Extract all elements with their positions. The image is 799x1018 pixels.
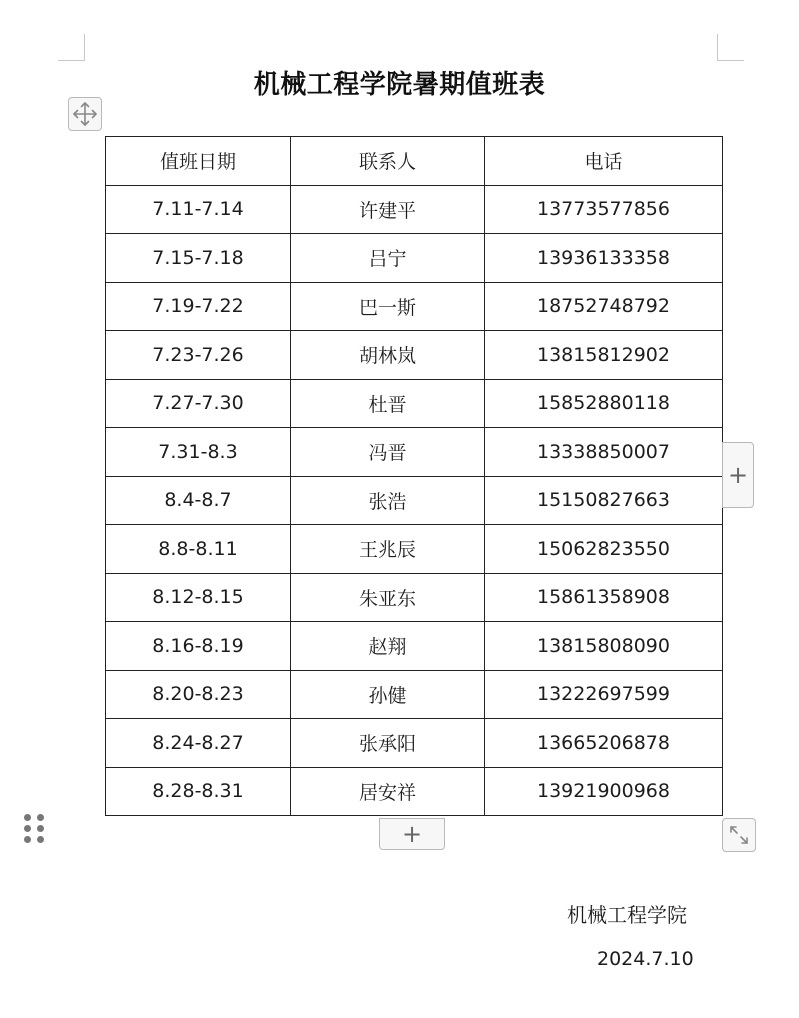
- duty-date-cell[interactable]: 8.4-8.7: [106, 476, 291, 525]
- phone-number-cell[interactable]: 13665206878: [485, 719, 723, 768]
- phone-number-cell[interactable]: 18752748792: [485, 282, 723, 331]
- signature-organization: 机械工程学院: [567, 903, 687, 927]
- contact-name-cell[interactable]: 张浩: [291, 476, 485, 525]
- contact-name-cell[interactable]: 居安祥: [291, 767, 485, 816]
- add-row-button[interactable]: [379, 818, 445, 850]
- duty-date-cell[interactable]: 8.8-8.11: [106, 525, 291, 574]
- table-row: [106, 719, 723, 768]
- phone-number-cell[interactable]: 13936133358: [485, 234, 723, 283]
- table-row: [106, 476, 723, 525]
- table-row: [106, 670, 723, 719]
- duty-date-cell[interactable]: 7.23-7.26: [106, 331, 291, 380]
- phone-number-cell[interactable]: 13815808090: [485, 622, 723, 671]
- table-row: [106, 573, 723, 622]
- contact-name-cell[interactable]: 胡林岚: [291, 331, 485, 380]
- table-row: [106, 525, 723, 574]
- contact-name-cell[interactable]: 吕宁: [291, 234, 485, 283]
- page-corner-mark-top-right: [717, 34, 744, 61]
- duty-date-cell[interactable]: 7.15-7.18: [106, 234, 291, 283]
- table-row: [106, 379, 723, 428]
- duty-date-cell[interactable]: 8.24-8.27: [106, 719, 291, 768]
- table-row: [106, 767, 723, 816]
- plus-icon: +: [401, 820, 423, 848]
- phone-number-cell[interactable]: 13338850007: [485, 428, 723, 477]
- contact-name-cell[interactable]: 赵翔: [291, 622, 485, 671]
- duty-date-cell[interactable]: 8.12-8.15: [106, 573, 291, 622]
- phone-number-cell[interactable]: 13921900968: [485, 767, 723, 816]
- move-arrows-icon: [72, 101, 98, 127]
- header-phone[interactable]: 电话: [485, 137, 723, 186]
- contact-name-cell[interactable]: 王兆辰: [291, 525, 485, 574]
- phone-number-cell[interactable]: 13815812902: [485, 331, 723, 380]
- phone-number-cell[interactable]: 15150827663: [485, 476, 723, 525]
- table-row: [106, 282, 723, 331]
- header-date[interactable]: 值班日期: [106, 137, 291, 186]
- table-move-handle[interactable]: [68, 97, 102, 131]
- contact-name-cell[interactable]: 杜晋: [291, 379, 485, 428]
- resize-diagonal-icon: [727, 823, 751, 847]
- phone-number-cell[interactable]: 15062823550: [485, 525, 723, 574]
- signature-date: 2024.7.10: [597, 948, 694, 970]
- table-row: [106, 185, 723, 234]
- table-row: [106, 622, 723, 671]
- contact-name-cell[interactable]: 朱亚东: [291, 573, 485, 622]
- contact-name-cell[interactable]: 巴一斯: [291, 282, 485, 331]
- contact-name-cell[interactable]: 许建平: [291, 185, 485, 234]
- duty-date-cell[interactable]: 7.19-7.22: [106, 282, 291, 331]
- table-resize-handle[interactable]: [722, 818, 756, 852]
- duty-date-cell[interactable]: 7.31-8.3: [106, 428, 291, 477]
- header-contact[interactable]: 联系人: [291, 137, 485, 186]
- drag-dots-icon[interactable]: [24, 814, 46, 846]
- contact-name-cell[interactable]: 孙健: [291, 670, 485, 719]
- contact-name-cell[interactable]: 张承阳: [291, 719, 485, 768]
- table-row: [106, 428, 723, 477]
- document-title: 机械工程学院暑期值班表: [253, 70, 546, 100]
- duty-table: [105, 136, 723, 816]
- table-header-row: [106, 137, 723, 186]
- duty-date-cell[interactable]: 8.28-8.31: [106, 767, 291, 816]
- duty-date-cell[interactable]: 8.16-8.19: [106, 622, 291, 671]
- phone-number-cell[interactable]: 13773577856: [485, 185, 723, 234]
- table-row: [106, 234, 723, 283]
- phone-number-cell[interactable]: 15861358908: [485, 573, 723, 622]
- contact-name-cell[interactable]: 冯晋: [291, 428, 485, 477]
- table-row: [106, 331, 723, 380]
- plus-icon: +: [727, 461, 749, 489]
- phone-number-cell[interactable]: 13222697599: [485, 670, 723, 719]
- duty-date-cell[interactable]: 7.27-7.30: [106, 379, 291, 428]
- duty-date-cell[interactable]: 7.11-7.14: [106, 185, 291, 234]
- duty-date-cell[interactable]: 8.20-8.23: [106, 670, 291, 719]
- phone-number-cell[interactable]: 15852880118: [485, 379, 723, 428]
- page-corner-mark-top-left: [58, 34, 85, 61]
- add-column-button[interactable]: [722, 442, 754, 508]
